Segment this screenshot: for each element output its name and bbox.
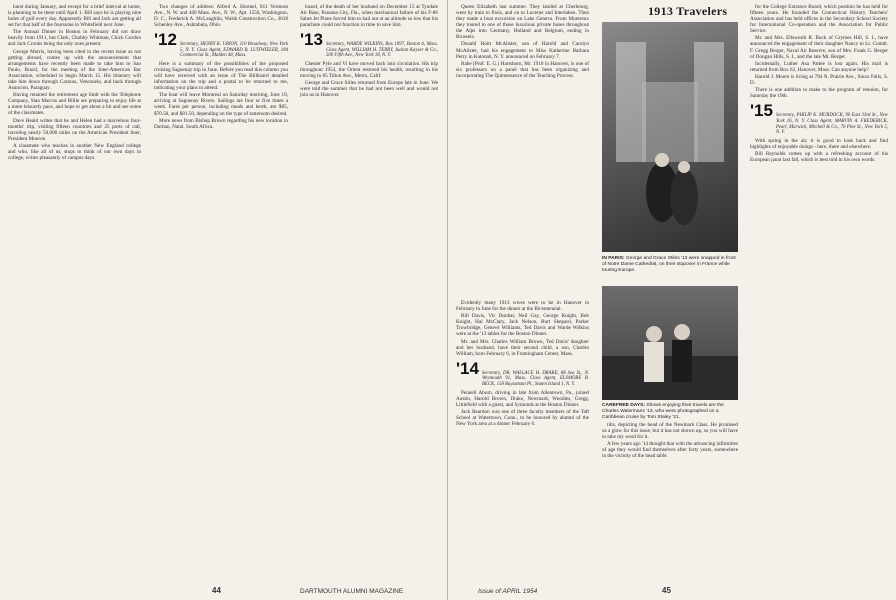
paragraph: Mr. and Mrs. Ellsworth R. Buck of Grymes Hill, S. I., have announced the engagement of their daughter Nancy to Lt. Comdr. F. Gregg Berger, Naval Air Reserve, son of Mrs. Frank G. Berger of Dongan Hills, S. I., and the late Mr. Berger. <box>750 35 888 60</box>
class-number: '12 <box>154 30 177 50</box>
right-column-2-text <box>602 422 738 578</box>
class-number: '15 <box>750 101 773 121</box>
paragraph: Donald Hoitt McAlister, son of Harold and Carolyn McAlister, had his engagement to Miss Katherine Barbara Perry in Katonah, N. Y. announced on February 7. <box>456 41 589 60</box>
paragraph: Here is a summary of the possibilities of the proposed cruising Saguenay trip in June. Before you read this column you will have received with an issue of The Billboard detailed information on the trip and a postal to be returned to me, indicating your plans to attend. <box>154 60 288 92</box>
paragraph: board, of the death of her husband on December 15 at Tyndale Air Base, Panama City, Fla., when mechanical failure of his F-86 Sabre Jet Plane forced him to bail out at an altitude so low that his parachute could not function in time to save him. <box>300 4 438 29</box>
paragraph: Bill Davis, Vic Dunbar, Neil Gay, George Knight, Bob Knight, Hal McClary, Jack Nelson, Burt Shepard, Parker Trowbridge, Genevé Williams, Ted Davis and Warde Wilkins were at the '13 tables for the Boston Dinner. <box>456 313 589 338</box>
paragraph: Having retained the retirement age limit with the Telephone Company, Stan Marcus and Billie are preparing to enjoy life at a more leisurely pace, and hope to get about a bit and see some of the classmates. <box>8 92 141 117</box>
photo-caption-paris: IN PARIS: George and Grace Stiles '13 were snapped in front of Notre Dame Cathedral, on their stopover in France while touring Europe. <box>602 256 736 273</box>
magazine-name: DARTMOUTH ALUMNI MAGAZINE <box>300 588 404 595</box>
right-page <box>448 0 896 600</box>
right-column-3 <box>750 4 888 578</box>
right-column-1-lower <box>456 300 589 578</box>
class-officers: Secretary, HENRY K. URION, 110 Broadway, New York 5, N. Y. Class Agent, EDWARD B. LUITWIELER, 184 Commercial St., Malden 48, Mass. <box>179 42 288 59</box>
left-column-1 <box>8 4 141 578</box>
paragraph: Evidently many 1913 wives were to be in Hanover in February in June for the dinner at the Bicentennial. <box>456 300 589 313</box>
photo-paris <box>602 22 738 252</box>
notre-dame-photo-icon <box>602 22 738 252</box>
photo-cruise <box>602 286 738 400</box>
page-number: 44 <box>212 586 221 595</box>
class-number: '14 <box>456 358 479 378</box>
paragraph: for the College Entrance Board, which position he has held for fifteen years. He founded the Connecticut History Teachers' Association and has held offices in the Secondary School Society for International Co-operation and the Association for Public Service. <box>750 4 888 35</box>
paragraph: The Annual Dinner in Boston in February did not draw heavily from 1911, but Clark, Chubby Whitman, Chick Gordon and Jack Crooks being the only ones present. <box>8 29 141 48</box>
class-heading-12 <box>154 32 288 59</box>
class-heading-15 <box>750 103 888 135</box>
class-number: '13 <box>300 30 323 50</box>
paragraph: George Morris, having been cited in the recent issue as not getting abroad, comes up with the announcement that arrangements have recently been made to take him to Sao Paulo, Brazil, for the meeting of the Inter-American Bar Association, scheduled to begin March 15. His itinerary will take him down through Caracas, Venezuela, and back through Asuncion, Paraguay. <box>8 48 141 91</box>
paragraph: Pennell Aborn, driving in late from Allentown, Pa., joined Austin, Harold Brown, Drake, Newmark, Woodies, Gregg, Littlefield with a guest, and Symonds at the Boston Dinner. <box>456 389 589 408</box>
paragraph: Mr. and Mrs. Charles William Brown, Ted Davis' daughter and her husband, have their second child, a son, Charles William, born February 6, in Framingham Center, Mass. <box>456 338 589 357</box>
paragraph: A classmate who teaches in another New England college and who, like all of us, stops to think of our own days in college, writes pleasantly of campus days. <box>8 142 141 162</box>
paragraph: Chester Pyle and Vi have moved back into circulation. His trip throughout 1953, the Orient restored his health, resulting in his moving to 85 Tilton Ave., Metro, Calif. <box>300 60 438 80</box>
class-officers: Secretary, DR. WALLACE H. DRAKE, 88 Sea St., N. Weymouth 91, Mass. Class Agent, ELSMORE B. BECK, 158 Buyssmant Pl., Staten Island 1, N. Y. <box>481 370 589 387</box>
paragraph: With spring in the air, it is good to look back and find highlights of enjoyable doings - here, there and elsewhere. <box>750 137 888 150</box>
photo-caption-cruise: CAREFREE DAYS: Shows enjoying their travels are the Charles Walermans '13, who were photographed on a Caribbean cruise by Tom Staley '21. <box>602 403 724 420</box>
class-officers: Secretary, PHILIP K. MURDOCK, 90 East 33rd St., New York 16, N. Y. Class Agent, MARVIN A. FREDERICK, Pearl, Marwick, Mitchell & Co., 70 Pine St., New York 5, N. Y. <box>775 113 888 136</box>
paragraph: tilts, depicting the head of the Newmark Class. He promised us a glow for this issue, but it has not shown up, so you will have to take my word for it. <box>602 422 738 441</box>
paragraph: Incidentally, Luther Asa Pattee is lost again. His mail is returned from Box 62, Hanover, Mass. Can anyone help? <box>750 60 888 73</box>
paragraph: There is one addition to make to the program of reunion, for Saturday the 19th. <box>750 87 888 100</box>
paragraph: Bill Reynolds comes up with a refreshing account of his European jaunt last fall, which is best told in his own words. <box>750 151 888 164</box>
paragraph: Jack Reardon was one of three faculty members of the Taft School at Watertown, Conn., to be honored by alumni of the New York area at a dinner February 6. <box>456 408 589 427</box>
paragraph: Babe (Prof. E. G.) Hartshorn, Mr. 1910 in Hanover, is one of six professors on a panel that has been organizing and incorporating The Quintessence of the Teaching Process. <box>456 60 589 79</box>
paragraph: George and Grace Stiles returned from Europe late in June. We were told the summer that he had not been well and would not join us in Hanover. <box>300 80 438 99</box>
page-title: 1913 Travelers <box>648 4 728 18</box>
cruise-photo-icon <box>602 286 738 400</box>
paragraph: Queen Elizabeth last summer. They landed at Cherbourg, went by train to Paris, and on to Lucerne and Interlaken. Then they made a boat excursion on Lake Geneva. From Montreux they toured in one of those luxurious private buses throughout the Alps into Germany, Holland and Belgium, ending in Brussels. <box>456 4 589 41</box>
paragraph: More news from Bishop Brown regarding his new location in Durban, Natal, South Africa. <box>154 117 288 130</box>
paragraph: Two changes of address: Alfred A. Hormel, 811 Vermont Ave., N. W. and 400 Mass. Ave., N. W., Apt. 1556, Washington, D. C.; Frederick A. McLaughlin, Walsh Construction Co., 3618 Schenley Ave., Ashtabula, Ohio. <box>154 4 288 29</box>
paragraph: Harold J. Moore is living at 794 N. Prairie Ave., Sioux Falls, S. D. <box>750 74 888 87</box>
paragraph: hurst during January, and except for a brief interval at home, is planning to be there until April 1. Bill says he is playing nine holes of golf every day. Apparently Bill and Jack are getting all set for that half of the foursome in Whitefield next June. <box>8 4 141 29</box>
paragraph: The boat will leave Montreal on Saturday morning, June 19, arriving at Saguenay Rivers. Sailings are four or five times a week. Fares per person, including meals and berth, are $85, $70.50, and $81.50, depending on the type of stateroom desired. <box>154 92 288 117</box>
page-number: 45 <box>662 586 671 595</box>
class-officers: Secretary, WARDE WILKINS, Box 1097, Boston 6, Mass. Class Agent, WILLIAM H. TERRY, Judson Kayser & Co., 500 Fifth Ave., New York 18, N. Y. <box>325 42 438 59</box>
left-column-3 <box>300 4 438 578</box>
paragraph: Dave Heald writes that he and Helen had a marvelous four-months' trip, visiting fifteen countries and 25 ports of call, traveling nearly 50,000 miles on the American President liner, President Monroe. <box>8 117 141 142</box>
class-heading-14 <box>456 358 589 388</box>
class-heading-13 <box>300 32 438 59</box>
paragraph: A few years ago '14 thought that with the advancing infirmities of age they would find themselves after forty years, somewhere in the vicinity of the head table. <box>602 441 738 460</box>
issue-date: Issue of APRIL 1954 <box>478 588 538 595</box>
left-column-2 <box>154 4 288 578</box>
